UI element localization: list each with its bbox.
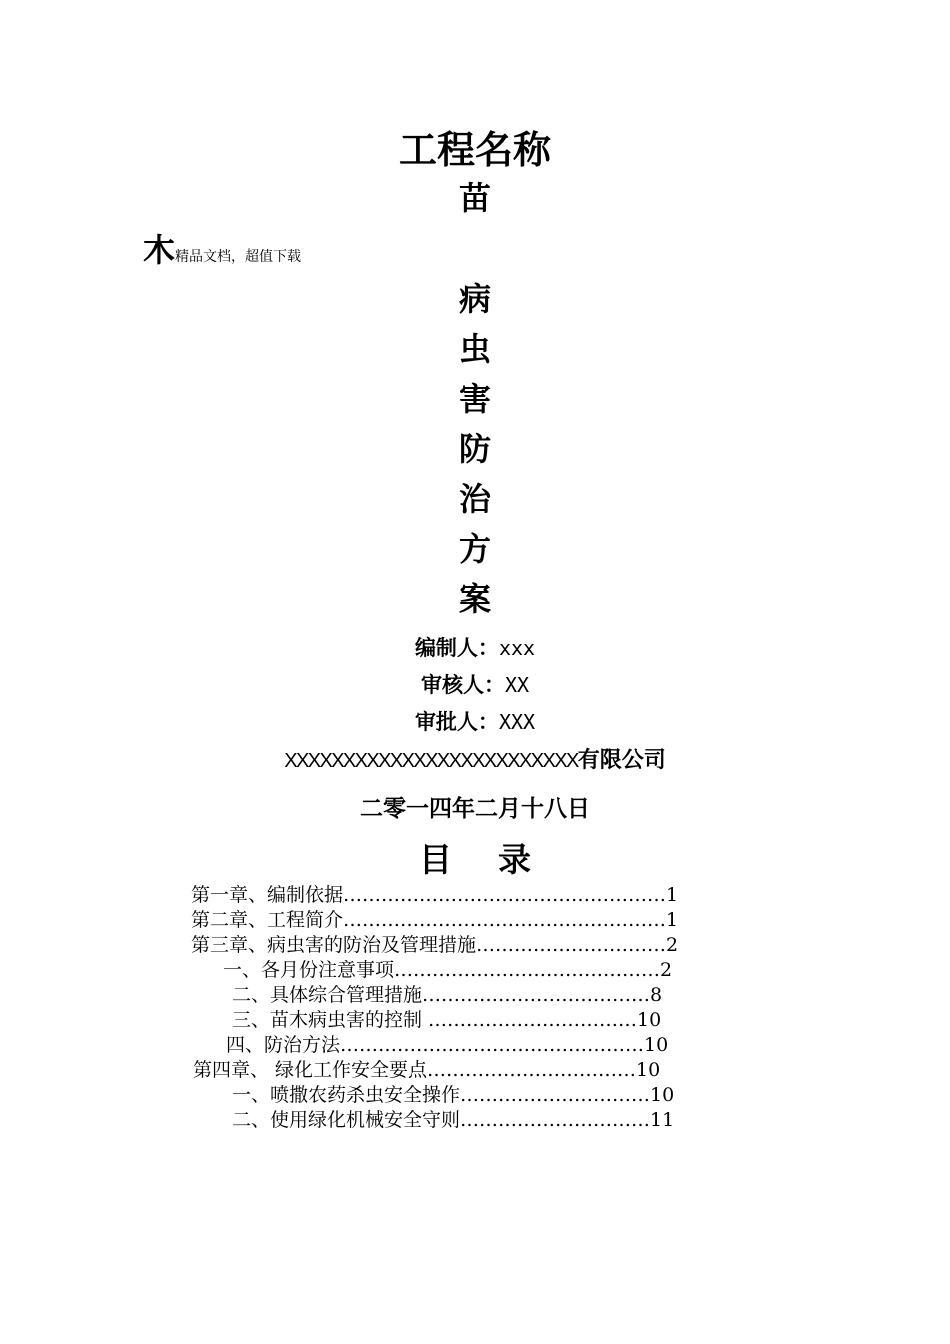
editor-label: 编制人： — [414, 635, 499, 660]
toc-item-section-3-4[interactable]: 四、防治方法…………………………………………10 — [226, 1034, 669, 1056]
vertical-title-char: 苗 — [458, 179, 491, 217]
approver-label: 审批人： — [414, 709, 499, 734]
toc-item-chapter-3[interactable]: 第三章、病虫害的防治及管理措施…………………………2 — [191, 934, 679, 956]
reviewer-line — [0, 671, 950, 699]
toc-item-chapter-2[interactable]: 第二章、工程简介……………………………………………1 — [191, 909, 679, 931]
toc-item-section-3-2[interactable]: 二、具体综合管理措施………………………………8 — [232, 984, 663, 1006]
editor-value: xxx — [498, 636, 536, 660]
vertical-title-char: 虫 — [458, 330, 491, 368]
company-suffix: 有限公司 — [577, 747, 666, 773]
company-prefix: XXXXXXXXXXXXXXXXXXXXXXXXX — [284, 750, 578, 772]
vertical-title-char: 害 — [458, 380, 491, 418]
toc-title — [0, 840, 950, 880]
document-title: 工程名称 — [398, 127, 551, 172]
toc-title-part1: 目 — [419, 840, 452, 879]
toc-item-section-3-1[interactable]: 一、各月份注意事项……………………………………2 — [223, 959, 673, 981]
toc-item-section-4-2[interactable]: 二、使用绿化机械安全守则…………………………11 — [232, 1109, 675, 1131]
document-date: 二零一四年二月十八日 — [360, 795, 590, 822]
vertical-title-char: 病 — [458, 280, 491, 318]
toc-title-part2: 录 — [498, 840, 531, 879]
toc-item-section-3-3[interactable]: 三、苗木病虫害的控制 ……………………………10 — [232, 1009, 662, 1031]
side-char: 木 — [143, 231, 176, 269]
watermark-text: 精品文档，超值下载 — [175, 249, 302, 265]
reviewer-value: XX — [504, 673, 530, 697]
editor-line — [0, 634, 950, 662]
toc-item-section-4-1[interactable]: 一、喷撒农药杀虫安全操作…………………………10 — [232, 1084, 675, 1106]
approver-value: XXX — [498, 710, 536, 734]
vertical-title-char: 治 — [458, 480, 491, 518]
toc-item-chapter-4[interactable]: 第四章、 绿化工作安全要点……………………………10 — [193, 1059, 661, 1081]
vertical-title-char: 案 — [458, 580, 491, 618]
company-name — [0, 745, 950, 776]
approver-line — [0, 708, 950, 736]
vertical-title-char: 方 — [458, 530, 491, 568]
toc-item-chapter-1[interactable]: 第一章、编制依据……………………………………………1 — [191, 884, 679, 906]
side-title-char — [143, 230, 301, 277]
reviewer-label: 审核人： — [420, 672, 505, 697]
vertical-title-char: 防 — [458, 430, 491, 468]
